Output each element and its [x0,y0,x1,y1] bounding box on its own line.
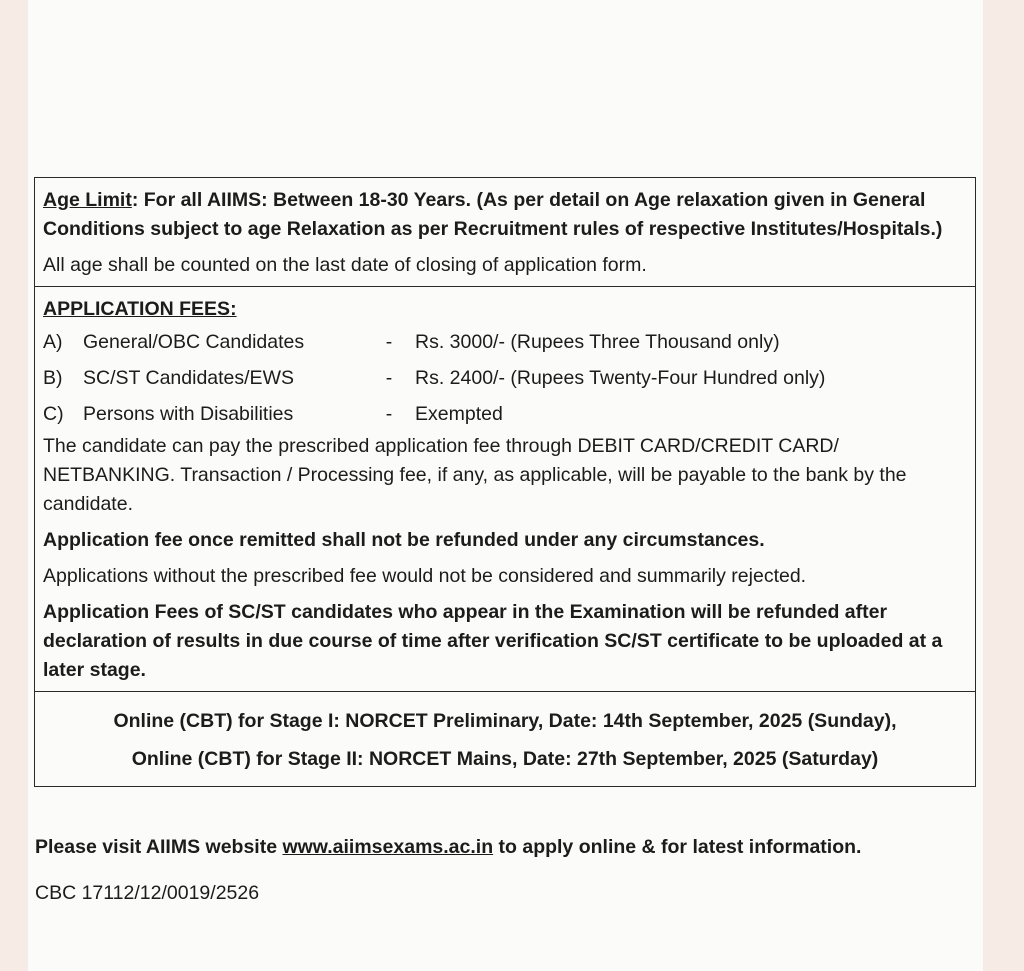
fee-letter: C) [43,403,64,425]
rejected-text: Applications without the prescribed fee would not be considered and summarily rejected. [43,565,807,587]
age-limit-detail: : For all AIIMS: Between 18-30 Years. (As per detail on Age relaxation given in General Conditions subject to age Relaxation as per Recruitment rules of respective Institutes/Hospitals.) [43,189,943,240]
age-limit-text [43,186,967,244]
age-limit-heading: Age Limit [43,189,132,211]
fee-letter: A) [43,331,63,353]
website-prefix: Please visit AIIMS website [35,836,283,858]
website-link[interactable]: www.aiimsexams.ac.in [282,836,494,858]
fee-category: SC/ST Candidates/EWS [83,367,294,389]
sc-st-refund-text: Application Fees of SC/ST candidates who appear in the Examination will be refunded after declaration of results in due course of time after verification SC/ST certificate to be uploaded at a later stage. [43,601,943,681]
notice-box [34,177,976,787]
age-count-note: All age shall be counted on the last date of closing of application form. [43,254,647,276]
fee-row [43,360,967,396]
fee-category: General/OBC Candidates [83,331,305,353]
fee-category: Persons with Disabilities [83,403,294,425]
stage-2-date: Online (CBT) for Stage II: NORCET Mains, Date: 27th September, 2025 (Saturday) [131,748,879,770]
fee-amount: Rs. 3000/- (Rupees Three Thousand only) [415,331,780,353]
website-line [35,836,861,859]
cbc-number: CBC 17112/12/0019/2526 [35,882,260,904]
application-fees-section [35,287,975,692]
fees-heading: APPLICATION FEES: [43,298,237,320]
fee-row [43,324,967,360]
fee-dash: - [385,403,393,425]
website-suffix: to apply online & for latest information. [493,836,862,858]
exam-dates-section [35,692,975,786]
fee-dash: - [385,331,393,353]
fee-letter: B) [43,367,63,389]
stage-1-date: Online (CBT) for Stage I: NORCET Preliminary, Date: 14th September, 2025 (Sunday), [113,710,897,732]
payment-text: The candidate can pay the prescribed application fee through DEBIT CARD/CREDIT CARD/ NETBANKING. Transaction / Processing fee, if any, as applicable, will be payable to the bank by the candidate. [43,435,907,515]
fee-dash: - [385,367,393,389]
fee-row [43,396,967,432]
fee-amount: Exempted [415,403,503,425]
no-refund-text: Application fee once remitted shall not be refunded under any circumstances. [43,529,765,551]
age-limit-section [35,178,975,287]
fee-amount: Rs. 2400/- (Rupees Twenty-Four Hundred only) [415,367,826,389]
